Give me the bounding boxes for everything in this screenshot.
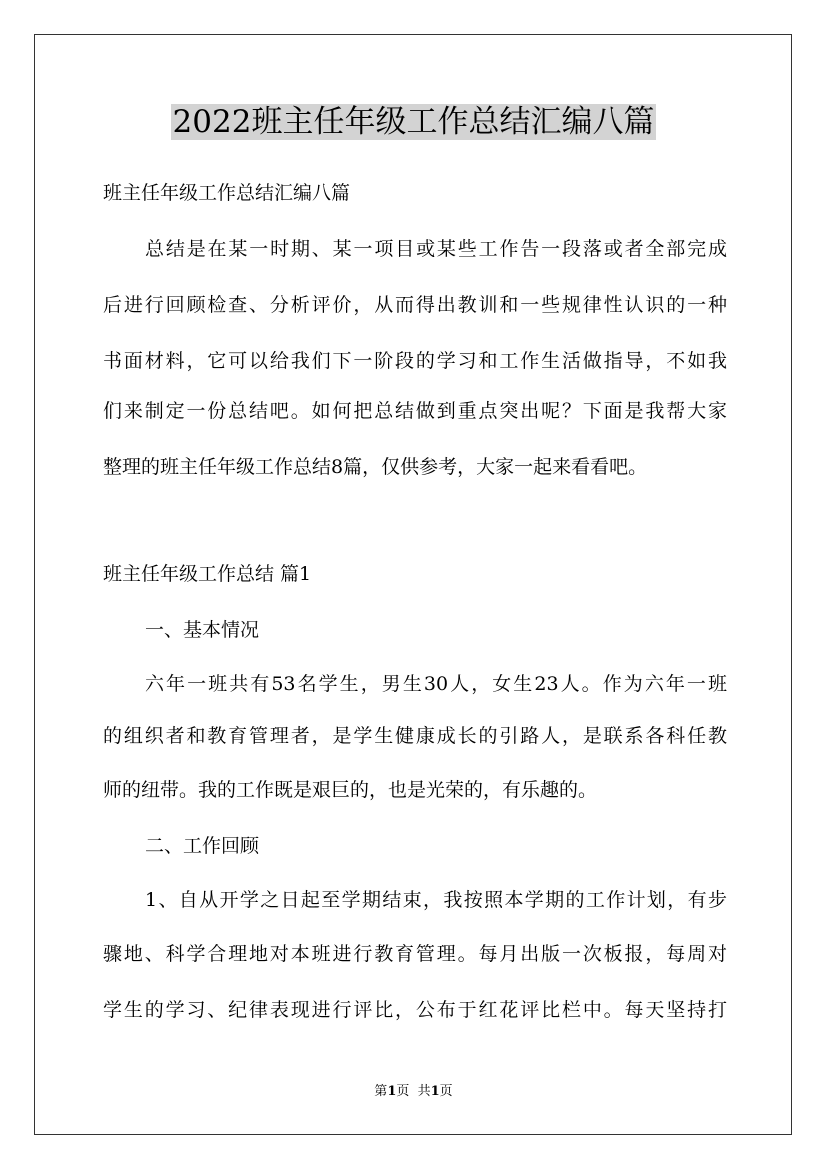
subsection-1-line-2: 的组织者和教育管理者，是学生健康成长的引路人，是联系各科任教 (103, 725, 727, 747)
subsection-1-line-3: 师的纽带。我的工作既是艰巨的，也是光荣的，有乐趣的。 (103, 779, 598, 801)
intro-line-5: 整理的班主任年级工作总结8篇，仅供参考，大家一起来看看吧。 (103, 456, 648, 478)
intro-line-4: 们来制定一份总结吧。如何把总结做到重点突出呢？下面是我帮大家 (103, 400, 727, 422)
document-title (0, 102, 827, 142)
document-subtitle: 班主任年级工作总结汇编八篇 (103, 182, 351, 204)
footer-page-number: 1 (387, 1084, 397, 1099)
subsection-2-heading: 二、工作回顾 (145, 835, 260, 857)
footer-label-mid: 页 共 (396, 1084, 431, 1099)
section-1-heading: 班主任年级工作总结 篇1 (103, 563, 312, 585)
subsection-1-line-1: 六年一班共有53名学生，男生30人，女生23人。作为六年一班 (145, 673, 727, 695)
intro-line-1: 总结是在某一时期、某一项目或某些工作告一段落或者全部完成 (145, 238, 727, 260)
footer-label-pre: 第 (374, 1084, 388, 1099)
subsection-2-line-3: 学生的学习、纪律表现进行评比，公布于红花评比栏中。每天坚持打 (103, 999, 727, 1021)
subsection-1-heading: 一、基本情况 (145, 619, 260, 641)
subsection-2-line-2: 骤地、科学合理地对本班进行教育管理。每月出版一次板报，每周对 (103, 943, 727, 965)
page-footer (0, 1083, 827, 1101)
intro-line-3: 书面材料，它可以给我们下一阶段的学习和工作生活做指导，不如我 (103, 350, 727, 372)
document-title-text: 2022班主任年级工作总结汇编八篇 (172, 104, 655, 140)
footer-page-total: 1 (430, 1084, 440, 1099)
intro-line-2: 后进行回顾检查、分析评价，从而得出教训和一些规律性认识的一种 (103, 294, 727, 316)
footer-label-post: 页 (439, 1084, 453, 1099)
subsection-2-line-1: 1、自从开学之日起至学期结束，我按照本学期的工作计划，有步 (145, 889, 727, 911)
